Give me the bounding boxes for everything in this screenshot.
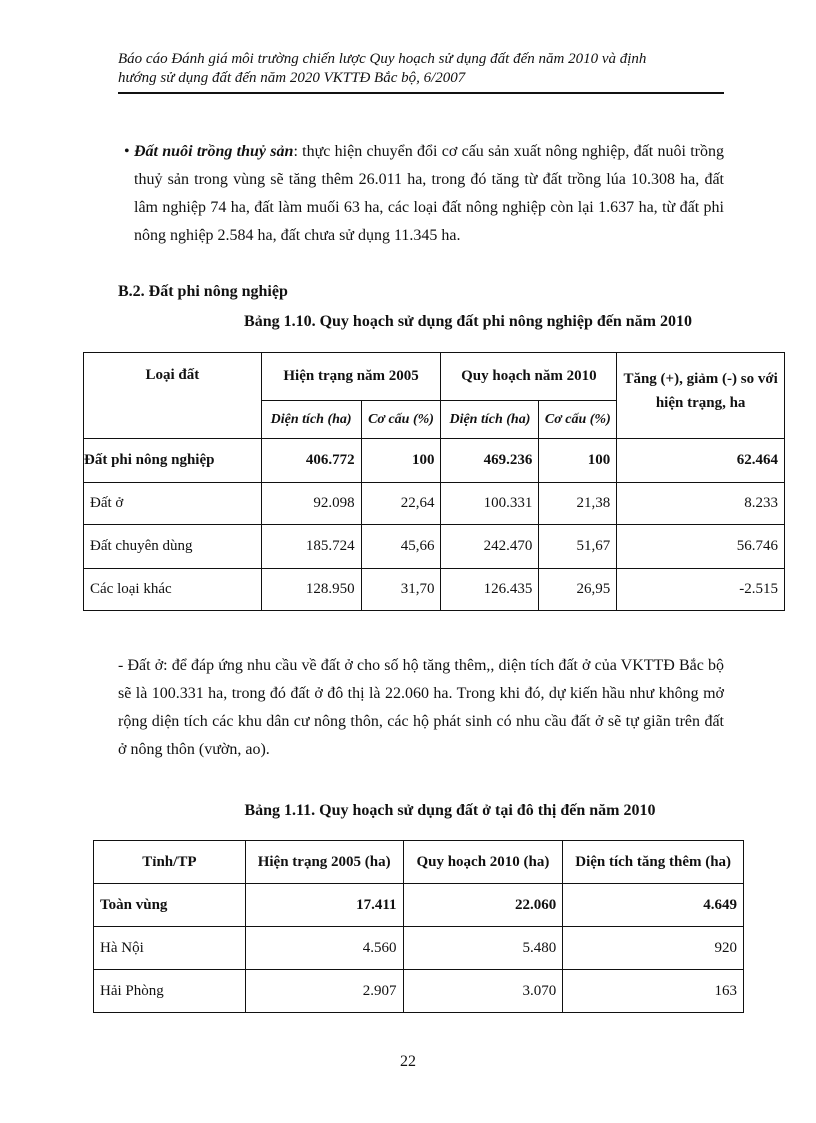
- cell-area-2010: 100.331: [441, 483, 539, 525]
- row-name: Hải Phòng: [94, 970, 246, 1013]
- cell-2005: 2.907: [245, 970, 403, 1013]
- cell-area-2010: 242.470: [441, 525, 539, 569]
- cell-struct-2010: 26,95: [539, 569, 617, 611]
- cell-struct-2010: 21,38: [539, 483, 617, 525]
- table-row: [84, 439, 785, 483]
- cell-change: 62.464: [617, 439, 785, 483]
- aquaculture-bullet: [124, 138, 725, 250]
- cell-2010: 3.070: [403, 970, 563, 1013]
- cell-increase: 920: [563, 927, 744, 970]
- cell-increase: 4.649: [563, 884, 744, 927]
- cell-2010: 22.060: [403, 884, 563, 927]
- cell-area-2010: 126.435: [441, 569, 539, 611]
- cell-struct-2010: 100: [539, 439, 617, 483]
- cell-area-2005: 406.772: [261, 439, 361, 483]
- residential-land-paragraph: - Đất ở: để đáp ứng nhu cầu về đất ở cho số hộ tăng thêm,, diện tích đất ở của VKTTĐ Bắc bộ sẽ là 100.331 ha, trong đó đất ở đô thị là 22.060 ha. Trong khi đó, dự kiến hầu như không mở rộng diện tích các khu dân cư nông thôn, các hộ phát sinh có nhu cầu đất ở sẽ tự giãn trên đất ở nông thôn (vườn, ao).: [118, 657, 724, 758]
- cell-2005: 17.411: [245, 884, 403, 927]
- header-increase: Diện tích tăng thêm (ha): [563, 841, 744, 884]
- bullet-lead: Đất nuôi trồng thuỷ sản: [134, 143, 294, 160]
- cell-struct-2005: 22,64: [361, 483, 441, 525]
- cell-increase: 163: [563, 970, 744, 1013]
- sub-area-2010: Diện tích (ha): [441, 401, 539, 439]
- report-header: [118, 50, 724, 88]
- table2-caption: Bảng 1.11. Quy hoạch sử dụng đất ở tại đô thị đến năm 2010: [244, 802, 656, 819]
- cell-area-2005: 185.724: [261, 525, 361, 569]
- header-line-1: Báo cáo Đánh giá môi trường chiến lược Quy hoạch sử dụng đất đến năm 2010 và định: [118, 51, 647, 67]
- cell-area-2005: 128.950: [261, 569, 361, 611]
- header-rule: [118, 92, 724, 94]
- row-name: Toàn vùng: [94, 884, 246, 927]
- cell-change: -2.515: [617, 569, 785, 611]
- cell-area-2005: 92.098: [261, 483, 361, 525]
- header-change: Tăng (+), giảm (-) so với hiện trạng, ha: [617, 353, 785, 439]
- row-name: Đất chuyên dùng: [84, 525, 262, 569]
- table-row: [84, 483, 785, 525]
- header-2010: Quy hoạch năm 2010: [441, 353, 617, 401]
- cell-area-2010: 469.236: [441, 439, 539, 483]
- header-2005: Hiện trạng 2005 (ha): [245, 841, 403, 884]
- row-name: Đất ở: [84, 483, 262, 525]
- section-heading: B.2. Đất phi nông nghiệp: [118, 283, 288, 300]
- bullet-icon: •: [124, 143, 130, 160]
- table-row: [94, 927, 744, 970]
- cell-2010: 5.480: [403, 927, 563, 970]
- table-row: [94, 970, 744, 1013]
- header-province: Tỉnh/TP: [94, 841, 246, 884]
- sub-struct-2005: Cơ cấu (%): [361, 401, 441, 439]
- page-number: 22: [400, 1053, 416, 1070]
- row-name: Các loại khác: [84, 569, 262, 611]
- sub-struct-2010: Cơ cấu (%): [539, 401, 617, 439]
- cell-2005: 4.560: [245, 927, 403, 970]
- cell-struct-2010: 51,67: [539, 525, 617, 569]
- table-row: [84, 569, 785, 611]
- row-name: Hà Nội: [94, 927, 246, 970]
- non-agri-land-table: [83, 352, 785, 611]
- cell-change: 8.233: [617, 483, 785, 525]
- bullet-text: : thực hiện chuyển đổi cơ cấu sản xuất nông nghiệp, đất nuôi trồng thuỷ sản trong vùng sẽ tăng thêm 26.011 ha, trong đó tăng từ đất trồng lúa 10.308 ha, đất lâm nghiệp 74 ha, đất làm muối 63 ha, các loại đất nông nghiệp còn lại 1.637 ha, từ đất phi nông nghiệp 2.584 ha, đất chưa sử dụng 11.345 ha.: [134, 143, 725, 244]
- table1-caption: Bảng 1.10. Quy hoạch sử dụng đất phi nông nghiệp đến năm 2010: [244, 313, 692, 330]
- cell-struct-2005: 31,70: [361, 569, 441, 611]
- urban-residential-table: [93, 840, 744, 1013]
- cell-change: 56.746: [617, 525, 785, 569]
- header-2010: Quy hoạch 2010 (ha): [403, 841, 563, 884]
- sub-area-2005: Diện tích (ha): [261, 401, 361, 439]
- cell-struct-2005: 45,66: [361, 525, 441, 569]
- header-land-type: Loại đất: [84, 353, 262, 439]
- row-name: Đất phi nông nghiệp: [84, 439, 262, 483]
- cell-struct-2005: 100: [361, 439, 441, 483]
- table-row: [94, 884, 744, 927]
- header-2005: Hiện trạng năm 2005: [261, 353, 441, 401]
- table-row: [84, 525, 785, 569]
- header-line-2: hướng sử dụng đất đến năm 2020 VKTTĐ Bắc bộ, 6/2007: [118, 70, 466, 86]
